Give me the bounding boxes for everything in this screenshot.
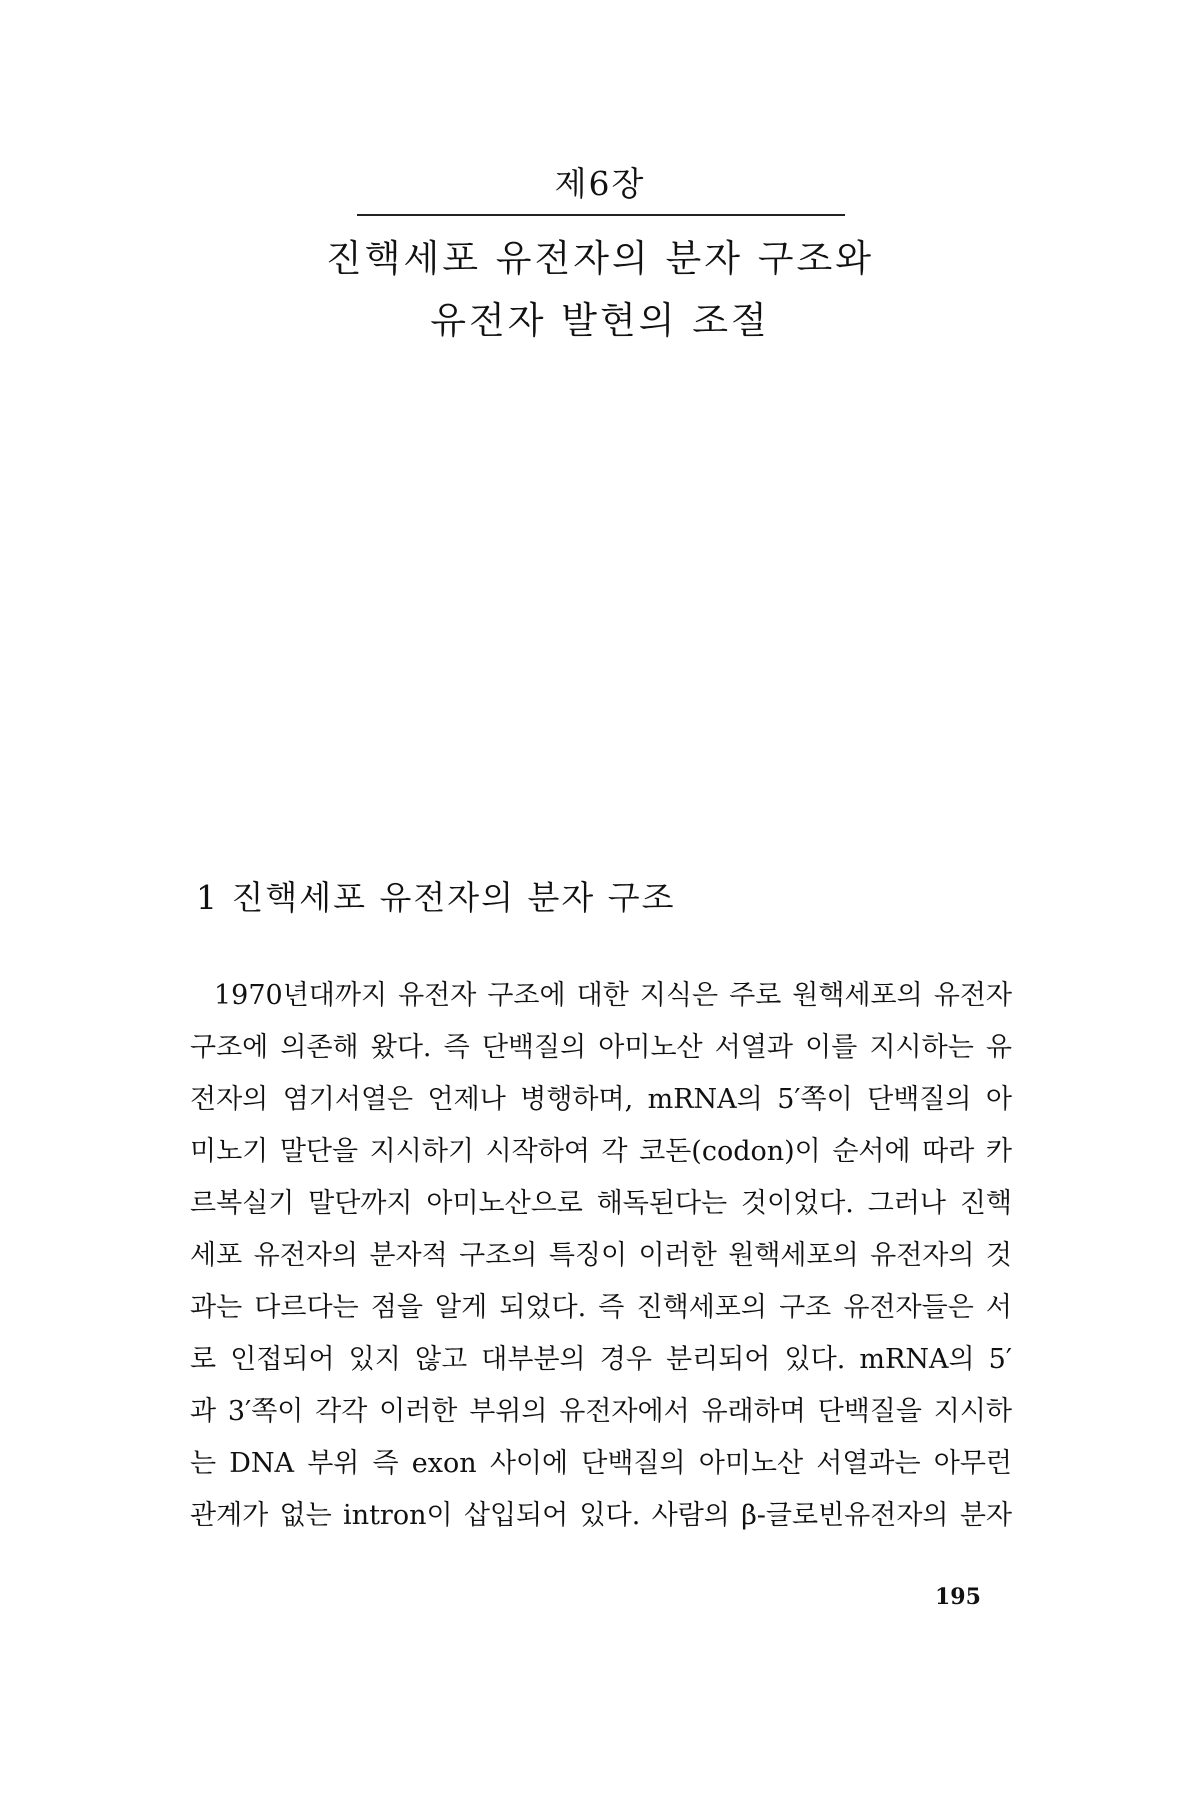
- text-line: 르복실기 말단까지 아미노산으로 해독된다는 것이었다. 그러나 진핵: [190, 1188, 1012, 1219]
- text-line: 전자의 염기서열은 언제나 병행하며, mRNA의 5′쪽이 단백질의 아: [190, 1084, 1012, 1115]
- page-number: 195: [935, 1584, 981, 1610]
- chapter-title-line-2: 유전자 발현의 조절: [430, 299, 770, 342]
- text-line: 1970년대까지 유전자 구조에 대한 지식은 주로 원핵세포의 유전자: [214, 980, 1012, 1011]
- chapter-label: 제6장: [554, 164, 646, 203]
- text-line: 과는 다르다는 점을 알게 되었다. 즉 진핵세포의 구조 유전자들은 서: [190, 1292, 1012, 1323]
- text-line: 는 DNA 부위 즉 exon 사이에 단백질의 아미노산 서열과는 아무런: [190, 1448, 1012, 1479]
- body-paragraph: [190, 970, 1012, 1542]
- text-line: 구조에 의존해 왔다. 즉 단백질의 아미노산 서열과 이를 지시하는 유: [190, 1032, 1012, 1063]
- text-line: 과 3′쪽이 각각 이러한 부위의 유전자에서 유래하며 단백질을 지시하: [190, 1396, 1012, 1427]
- text-line: 미노기 말단을 지시하기 시작하여 각 코돈(codon)이 순서에 따라 카: [190, 1136, 1012, 1167]
- chapter-divider: [357, 214, 845, 216]
- chapter-title-line-1: 진핵세포 유전자의 분자 구조와: [326, 237, 874, 280]
- text-line: 로 인접되어 있지 않고 대부분의 경우 분리되어 있다. mRNA의 5′: [190, 1344, 1012, 1375]
- text-line: 관계가 없는 intron이 삽입되어 있다. 사람의 β-글로빈유전자의 분자: [190, 1500, 1012, 1531]
- chapter-title: [0, 228, 1200, 352]
- text-line: 세포 유전자의 분자적 구조의 특징이 이러한 원핵세포의 유전자의 것: [190, 1240, 1012, 1271]
- section-heading: 1 진핵세포 유전자의 분자 구조: [196, 878, 676, 917]
